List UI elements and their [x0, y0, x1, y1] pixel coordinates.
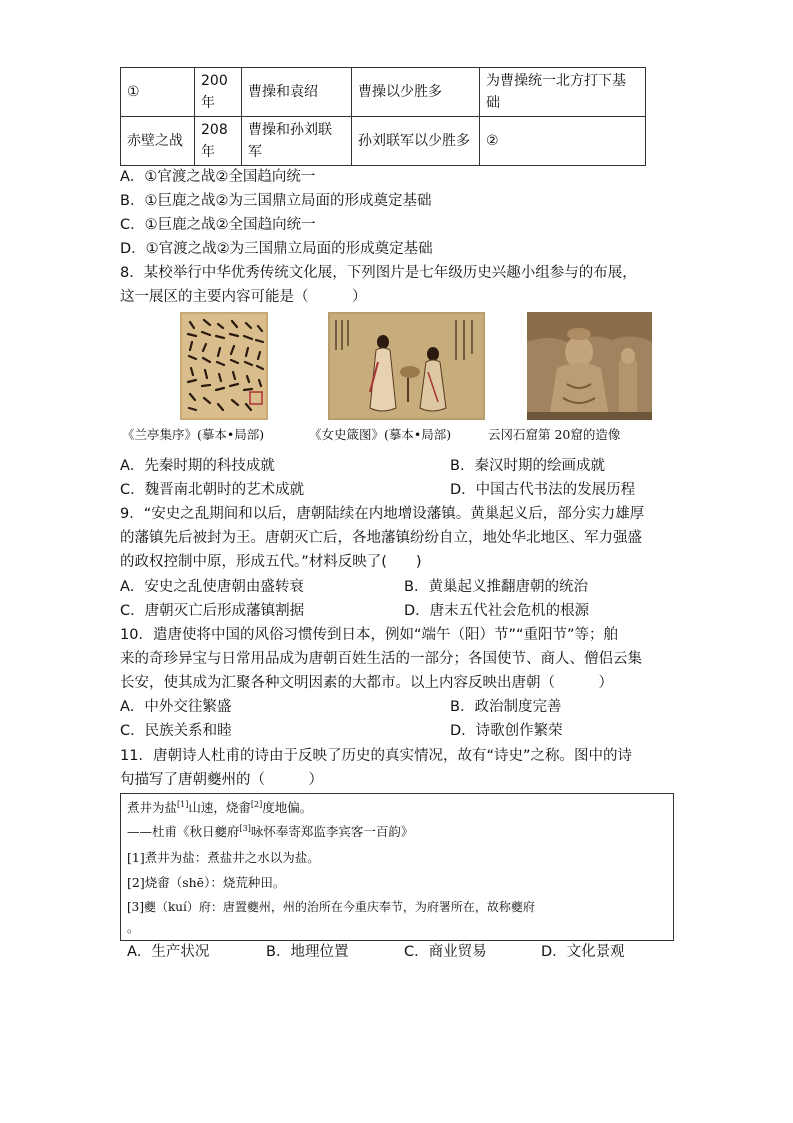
q10-option-c: C．民族关系和睦 [120, 723, 232, 739]
q10-stem-line1: 10．遣唐使将中国的风俗习惯传到日本，例如“端午（阳）节”“重阳节”等；舶 [120, 627, 618, 643]
q8-option-c: C．魏晋南北朝时的艺术成就 [120, 482, 305, 498]
q9-option-c: C．唐朝灭亡后形成藩镇割据 [120, 603, 305, 619]
caption-nvshi: 《女史箴图》(摹本•局部) [309, 427, 452, 442]
q11-option-d: D．文化景观 [541, 944, 625, 960]
caption-lanting: 《兰亭集序》(摹本•局部) [122, 427, 265, 442]
battle-table [120, 67, 646, 166]
q8-stem-line1: 8．某校举行中华优秀传统文化展，下列图片是七年级历史兴趣小组参与的布展， [120, 265, 637, 281]
q11-option-b: B．地理位置 [266, 944, 349, 960]
q11-stem-line1: 11．唐朝诗人杜甫的诗由于反映了历史的真实情况，故有“诗史”之称。图中的诗 [120, 748, 632, 764]
q11-option-c: C．商业贸易 [404, 944, 487, 960]
q7-option-a: A．①官渡之战②全国趋向统一 [120, 169, 316, 185]
q9-stem-line3: 的政权控制中原，形成五代。”材料反映了( ) [120, 554, 422, 570]
q11-stem-line2: 句描写了唐朝夔州的（ ） [120, 772, 323, 788]
q9-option-a: A．安史之乱使唐朝由盛转衰 [120, 579, 304, 595]
note-3-end: 。 [127, 920, 140, 935]
nvshi-zhen-painting-image [328, 312, 485, 420]
lanting-calligraphy-image [180, 312, 268, 420]
caption-yungang: 云冈石窟第 20窟的造像 [488, 427, 621, 442]
q9-stem-line2: 的藩镇先后被封为王。唐朝灭亡后，各地藩镇纷纷自立，地处华北地区、军力强盛 [120, 530, 642, 546]
table-cell: 孙刘联军以少胜多 [352, 117, 480, 166]
table-cell: 曹操和孙刘联军 [242, 117, 352, 166]
note-3: [3]夔（kuí）府：唐置夔州，州的治所在今重庆奉节，为府署所在，故称夔府 [127, 900, 535, 914]
q7-option-b: B．①巨鹿之战②为三国鼎立局面的形成奠定基础 [120, 193, 432, 209]
table-cell: 为曹操统一北方打下基础 [480, 68, 646, 117]
q11-option-a: A．生产状况 [127, 944, 210, 960]
q10-stem-line2: 来的奇珍异宝与日常用品成为唐朝百姓生活的一部分；各国使节、商人、僧侣云集 [120, 651, 642, 667]
table-cell: ① [121, 68, 195, 117]
table-row [121, 117, 646, 166]
q10-stem-line3: 长安，使其成为汇聚各种文明因素的大都市。以上内容反映出唐朝（ ） [120, 675, 613, 691]
table-cell: ② [480, 117, 646, 166]
q8-stem-line2: 这一展区的主要内容可能是（ ） [120, 289, 367, 305]
note-2: [2]烧畬（shē）：烧荒种田。 [127, 875, 286, 890]
yungang-grotto-image [527, 312, 652, 420]
q10-option-a: A．中外交往繁盛 [120, 699, 232, 715]
q7-option-c: C．①巨鹿之战②全国趋向统一 [120, 217, 316, 233]
q8-option-a: A．先秦时期的科技成就 [120, 458, 275, 474]
poem-source: ——杜甫《秋日夔府[3]咏怀奉寄郑监李宾客一百韵》 [127, 823, 414, 839]
q10-option-b: B．政治制度完善 [450, 699, 562, 715]
table-cell: 200年 [195, 68, 242, 117]
note-1: [1]煮井为盐：煮盐井之水以为盐。 [127, 850, 320, 865]
q9-option-b: B．黄巢起义推翻唐朝的统治 [404, 579, 588, 595]
poem-quote-box [120, 793, 674, 941]
poem-line: 煮井为盐[1]山速，烧畬[2]度地偏。 [127, 799, 313, 815]
q9-stem-line1: 9．“安史之乱期间和以后，唐朝陆续在内地增设藩镇。黄巢起义后，部分实力雄厚 [120, 506, 645, 522]
q10-option-d: D．诗歌创作繁荣 [450, 723, 563, 739]
table-cell: 曹操和袁绍 [242, 68, 352, 117]
table-row [121, 68, 646, 117]
q8-option-d: D．中国古代书法的发展历程 [450, 482, 636, 498]
table-cell: 曹操以少胜多 [352, 68, 480, 117]
table-cell: 208年 [195, 117, 242, 166]
q7-option-d: D．①官渡之战②为三国鼎立局面的形成奠定基础 [120, 241, 433, 257]
table-cell: 赤壁之战 [121, 117, 195, 166]
q8-option-b: B．秦汉时期的绘画成就 [450, 458, 605, 474]
q9-option-d: D．唐末五代社会危机的根源 [404, 603, 590, 619]
